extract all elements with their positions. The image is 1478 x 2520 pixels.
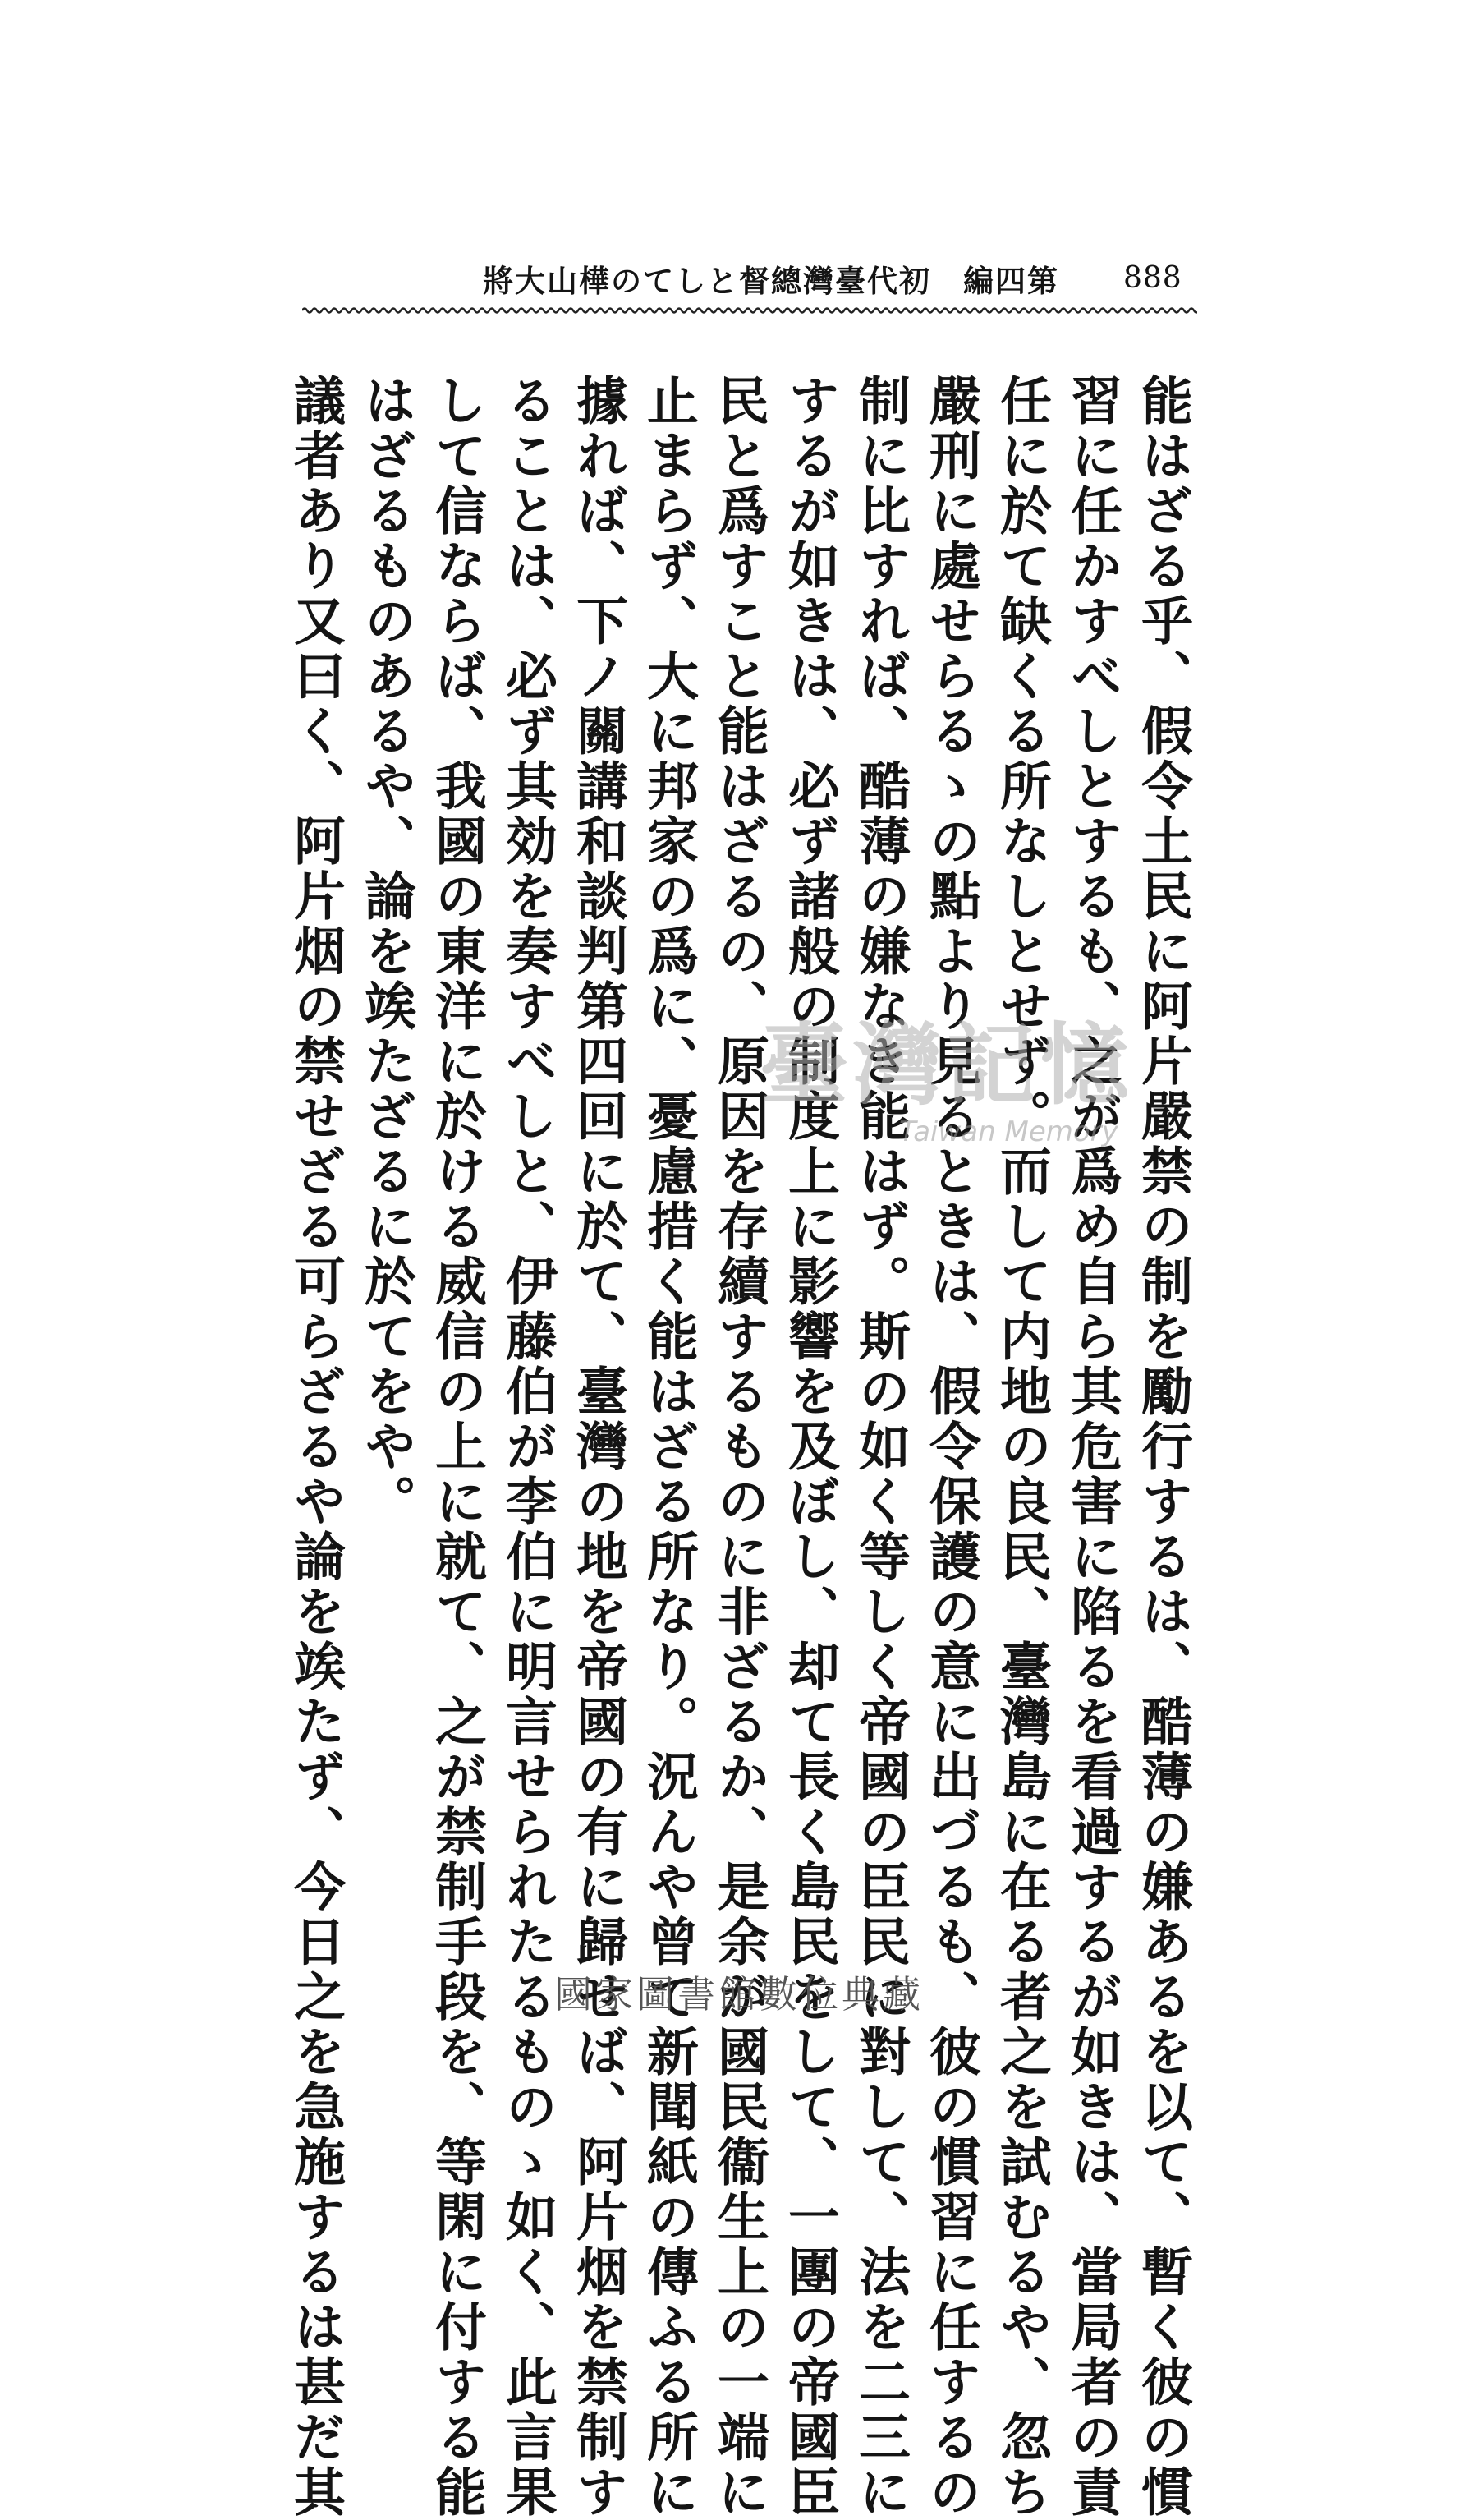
- text-line: はざるものあるや、論を竢たざるに於てをや。: [356, 374, 417, 1529]
- text-line: 習に任かすべしとするも、之が爲め自ら其危害に陷るを看過するが如きは、當局者の責: [1063, 374, 1123, 2520]
- text-line: 嚴刑に處せらるゝの點より見るときは、假令保護の意に出づるも、彼の慣習に任するの: [921, 374, 982, 2520]
- text-line: 民と爲すこと能はざるの、原因を存續するものに非ざるか、是余が國民衞生上の一端に: [709, 374, 770, 2520]
- text-line: するが如きは、必ず諸般の制度上に影響を及ぼし、却て長く島民をして、一團の帝國臣: [780, 374, 841, 2520]
- text-line: して信ならば、我國の東洋に於ける威信の上に就て、之が禁制手段を、等閑に付する能: [427, 374, 488, 2520]
- library-footer: 國家圖書館數位典藏: [554, 1972, 924, 2016]
- text-line: ることは、必ず其効を奏すべしと、伊藤伯が李伯に明言せられたるものゝ如く、此言果: [498, 374, 558, 2520]
- page-number: 888: [1123, 261, 1182, 295]
- text-line: 制に比すれば、酷薄の嫌なき能はず。斯の如く等しく帝國の臣民に對して、法を二三に: [851, 374, 911, 2520]
- text-line: 任に於て缺くる所なしとせず。而して内地の良民、臺灣島に在る者之を試むるや、忽ち: [992, 374, 1053, 2520]
- text-line: 止まらず、大に邦家の爲に、憂慮措く能はざる所なり。況んや曾て新聞紙の傳ふる所に: [639, 374, 700, 2520]
- text-line: 議者あり又曰く、阿片烟の禁せざる可らざるや論を竢たず、今日之を急施するは甚だ其: [286, 374, 347, 2520]
- text-line: 據れば、下ノ關講和談判第四回に於て、臺灣の地を帝國の有に歸せば、阿片烟を禁制す: [568, 374, 629, 2520]
- watermark-subtitle: Taiwan Memory: [899, 1115, 1118, 1148]
- watermark-logo-text: 臺灣記憶: [760, 1014, 1135, 1117]
- text-line: 能はざる乎、假令土民に阿片嚴禁の制を勵行するは、酷薄の嫌あるを以て、暫く彼の慣: [1133, 374, 1194, 2520]
- wavy-header-rule: [302, 306, 1197, 315]
- running-header: 將大山樺のてしと督總灣臺代初 編四第: [483, 264, 1059, 299]
